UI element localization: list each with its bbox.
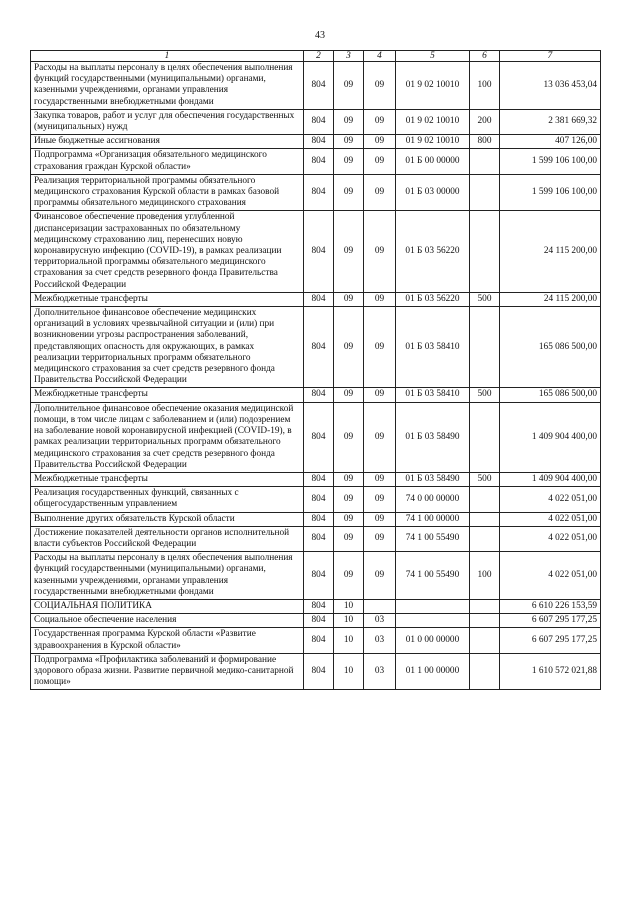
cell-section: 09 — [334, 472, 364, 486]
column-header: 1 — [31, 51, 304, 62]
cell-section: 09 — [334, 388, 364, 402]
cell-expense-name: Подпрограмма «Профилактика заболеваний и формирование здорового образа жизни. Развитие первичной медико-санитарной помощи» — [31, 653, 304, 690]
cell-expense-type — [470, 653, 500, 690]
cell-section: 09 — [334, 135, 364, 149]
cell-ministry-code: 804 — [304, 472, 334, 486]
cell-amount: 407 126,00 — [500, 135, 601, 149]
cell-amount: 24 115 200,00 — [500, 211, 601, 292]
cell-amount: 4 022 051,00 — [500, 552, 601, 600]
cell-amount: 6 607 295 177,25 — [500, 614, 601, 628]
cell-section: 09 — [334, 211, 364, 292]
cell-expense-type: 500 — [470, 388, 500, 402]
cell-target-article: 01 9 02 10010 — [396, 109, 470, 134]
cell-expense-type — [470, 211, 500, 292]
cell-subsection: 03 — [364, 614, 396, 628]
cell-expense-name: Выполнение других обязательств Курской области — [31, 512, 304, 526]
table-row — [31, 211, 601, 292]
table-row — [31, 307, 601, 388]
table-row — [31, 109, 601, 134]
cell-subsection: 09 — [364, 211, 396, 292]
cell-ministry-code: 804 — [304, 487, 334, 512]
cell-target-article: 01 0 00 00000 — [396, 628, 470, 653]
cell-target-article: 74 0 00 00000 — [396, 487, 470, 512]
table-row — [31, 552, 601, 600]
table-row — [31, 599, 601, 613]
cell-section: 09 — [334, 62, 364, 110]
cell-expense-name: Подпрограмма «Организация обязательного медицинского страхования граждан Курской области» — [31, 149, 304, 174]
cell-target-article: 01 1 00 00000 — [396, 653, 470, 690]
cell-expense-name: Расходы на выплаты персоналу в целях обеспечения выполнения функций государственными (муниципальными) органами, казенными учреждениями, органами управления государственными внебюджетными фондами — [31, 62, 304, 110]
cell-section: 09 — [334, 149, 364, 174]
cell-ministry-code: 804 — [304, 388, 334, 402]
cell-target-article: 01 Б 03 00000 — [396, 174, 470, 211]
table-row — [31, 628, 601, 653]
cell-target-article — [396, 599, 470, 613]
cell-expense-name: Дополнительное финансовое обеспечение медицинских организаций в условиях чрезвычайной ситуации и (или) при возникновении угрозы распространения заболеваний, представляющих опасность для окружающих, в рамках реализации территориальных программ обязательного медицинского страхования за счет средств резервного фонда Правительства Российской Федерации — [31, 307, 304, 388]
cell-amount: 6 607 295 177,25 — [500, 628, 601, 653]
cell-expense-type: 800 — [470, 135, 500, 149]
cell-expense-name: Реализация государственных функций, связанных с общегосударственным управлением — [31, 487, 304, 512]
cell-expense-type — [470, 526, 500, 551]
cell-ministry-code: 804 — [304, 174, 334, 211]
cell-subsection: 09 — [364, 174, 396, 211]
cell-subsection: 09 — [364, 149, 396, 174]
cell-section: 09 — [334, 174, 364, 211]
cell-subsection: 09 — [364, 552, 396, 600]
cell-ministry-code: 804 — [304, 402, 334, 472]
cell-subsection: 09 — [364, 62, 396, 110]
cell-amount: 13 036 453,04 — [500, 62, 601, 110]
cell-ministry-code: 804 — [304, 614, 334, 628]
cell-section: 10 — [334, 614, 364, 628]
cell-section: 09 — [334, 292, 364, 306]
cell-expense-name: Межбюджетные трансферты — [31, 292, 304, 306]
cell-subsection: 09 — [364, 292, 396, 306]
cell-ministry-code: 804 — [304, 109, 334, 134]
cell-ministry-code: 804 — [304, 62, 334, 110]
cell-expense-name: Дополнительное финансовое обеспечение оказания медицинской помощи, в том числе лицам с заболеванием и (или) подозрением на заболевание новой коронавирусной инфекцией (COVID-19), в рамках реализации территориальных программ обязательного медицинского страхования за счет средств резервного фонда Правительства Российской Федерации — [31, 402, 304, 472]
cell-section: 09 — [334, 487, 364, 512]
cell-section: 09 — [334, 526, 364, 551]
cell-expense-name: Межбюджетные трансферты — [31, 388, 304, 402]
cell-ministry-code: 804 — [304, 135, 334, 149]
cell-section: 09 — [334, 552, 364, 600]
budget-table — [30, 50, 601, 690]
cell-expense-name: Реализация территориальной программы обязательного медицинского страхования Курской области в рамках базовой программы обязательного медицинского страхования — [31, 174, 304, 211]
page-number: 43 — [315, 30, 325, 41]
table-body — [31, 62, 601, 690]
table-row — [31, 487, 601, 512]
cell-ministry-code: 804 — [304, 149, 334, 174]
cell-target-article: 01 Б 03 58410 — [396, 388, 470, 402]
cell-amount: 2 381 669,32 — [500, 109, 601, 134]
cell-ministry-code: 804 — [304, 307, 334, 388]
cell-target-article: 01 Б 03 58490 — [396, 402, 470, 472]
cell-amount: 24 115 200,00 — [500, 292, 601, 306]
cell-amount: 165 086 500,00 — [500, 307, 601, 388]
cell-target-article: 01 Б 03 56220 — [396, 292, 470, 306]
cell-expense-type — [470, 149, 500, 174]
cell-target-article: 01 9 02 10010 — [396, 62, 470, 110]
cell-target-article — [396, 614, 470, 628]
cell-expense-type: 200 — [470, 109, 500, 134]
cell-expense-name: Закупка товаров, работ и услуг для обеспечения государственных (муниципальных) нужд — [31, 109, 304, 134]
cell-ministry-code: 804 — [304, 526, 334, 551]
cell-subsection: 09 — [364, 388, 396, 402]
cell-amount: 1 610 572 021,88 — [500, 653, 601, 690]
cell-expense-name: Межбюджетные трансферты — [31, 472, 304, 486]
cell-subsection: 09 — [364, 526, 396, 551]
cell-amount: 1 409 904 400,00 — [500, 402, 601, 472]
cell-amount: 4 022 051,00 — [500, 512, 601, 526]
cell-subsection — [364, 599, 396, 613]
cell-subsection: 09 — [364, 135, 396, 149]
cell-subsection: 09 — [364, 402, 396, 472]
cell-expense-name: Расходы на выплаты персоналу в целях обеспечения выполнения функций государственными (муниципальными) органами, казенными учреждениями, органами управления государственными внебюджетными фондами — [31, 552, 304, 600]
cell-subsection: 09 — [364, 307, 396, 388]
cell-subsection: 03 — [364, 628, 396, 653]
cell-section: 09 — [334, 109, 364, 134]
cell-expense-name: Финансовое обеспечение проведения углубленной диспансеризации застрахованных по обязательному медицинскому страхованию лиц, перенесших новую коронавирусную инфекцию (COVID-19), в рамках реализации территориальной программы обязательного медицинского страхования за счет средств резервного фонда Правительства Российской Федерации — [31, 211, 304, 292]
cell-ministry-code: 804 — [304, 628, 334, 653]
cell-amount: 1 599 106 100,00 — [500, 174, 601, 211]
cell-ministry-code: 804 — [304, 599, 334, 613]
cell-expense-type — [470, 614, 500, 628]
cell-expense-type: 500 — [470, 472, 500, 486]
cell-amount: 6 610 226 153,59 — [500, 599, 601, 613]
column-header: 7 — [500, 51, 601, 62]
table-row — [31, 512, 601, 526]
cell-subsection: 03 — [364, 653, 396, 690]
cell-expense-type — [470, 307, 500, 388]
column-header: 5 — [396, 51, 470, 62]
table-row — [31, 614, 601, 628]
cell-target-article: 74 1 00 00000 — [396, 512, 470, 526]
cell-expense-name: Социальное обеспечение населения — [31, 614, 304, 628]
cell-section: 10 — [334, 653, 364, 690]
table-row — [31, 292, 601, 306]
cell-section: 09 — [334, 402, 364, 472]
cell-expense-type — [470, 628, 500, 653]
cell-expense-name: СОЦИАЛЬНАЯ ПОЛИТИКА — [31, 599, 304, 613]
cell-expense-name: Достижение показателей деятельности органов исполнительной власти субъектов Российской Федерации — [31, 526, 304, 551]
cell-expense-type — [470, 512, 500, 526]
cell-ministry-code: 804 — [304, 653, 334, 690]
cell-expense-type — [470, 487, 500, 512]
cell-subsection: 09 — [364, 472, 396, 486]
column-header: 4 — [364, 51, 396, 62]
column-header: 2 — [304, 51, 334, 62]
cell-section: 09 — [334, 512, 364, 526]
cell-subsection: 09 — [364, 512, 396, 526]
table-row — [31, 472, 601, 486]
cell-target-article: 74 1 00 55490 — [396, 552, 470, 600]
cell-subsection: 09 — [364, 109, 396, 134]
column-header: 6 — [470, 51, 500, 62]
column-header: 3 — [334, 51, 364, 62]
cell-section: 10 — [334, 599, 364, 613]
cell-target-article: 01 Б 00 00000 — [396, 149, 470, 174]
cell-ministry-code: 804 — [304, 512, 334, 526]
table-row — [31, 62, 601, 110]
cell-target-article: 74 1 00 55490 — [396, 526, 470, 551]
cell-target-article: 01 Б 03 56220 — [396, 211, 470, 292]
cell-amount: 165 086 500,00 — [500, 388, 601, 402]
cell-ministry-code: 804 — [304, 292, 334, 306]
cell-section: 09 — [334, 307, 364, 388]
cell-expense-name: Государственная программа Курской области «Развитие здравоохранения в Курской области» — [31, 628, 304, 653]
cell-expense-type: 100 — [470, 552, 500, 600]
cell-expense-type: 500 — [470, 292, 500, 306]
cell-target-article: 01 9 02 10010 — [396, 135, 470, 149]
cell-amount: 4 022 051,00 — [500, 487, 601, 512]
cell-ministry-code: 804 — [304, 211, 334, 292]
table-row — [31, 149, 601, 174]
cell-section: 10 — [334, 628, 364, 653]
cell-expense-type — [470, 599, 500, 613]
cell-expense-name: Иные бюджетные ассигнования — [31, 135, 304, 149]
cell-ministry-code: 804 — [304, 552, 334, 600]
cell-expense-type: 100 — [470, 62, 500, 110]
cell-expense-type — [470, 174, 500, 211]
table-row — [31, 653, 601, 690]
cell-expense-type — [470, 402, 500, 472]
table-row — [31, 526, 601, 551]
table-row — [31, 174, 601, 211]
cell-amount: 4 022 051,00 — [500, 526, 601, 551]
table-header-row — [31, 51, 601, 62]
cell-amount: 1 409 904 400,00 — [500, 472, 601, 486]
table-row — [31, 402, 601, 472]
cell-target-article: 01 Б 03 58410 — [396, 307, 470, 388]
cell-target-article: 01 Б 03 58490 — [396, 472, 470, 486]
cell-amount: 1 599 106 100,00 — [500, 149, 601, 174]
cell-subsection: 09 — [364, 487, 396, 512]
table-row — [31, 135, 601, 149]
table-row — [31, 388, 601, 402]
